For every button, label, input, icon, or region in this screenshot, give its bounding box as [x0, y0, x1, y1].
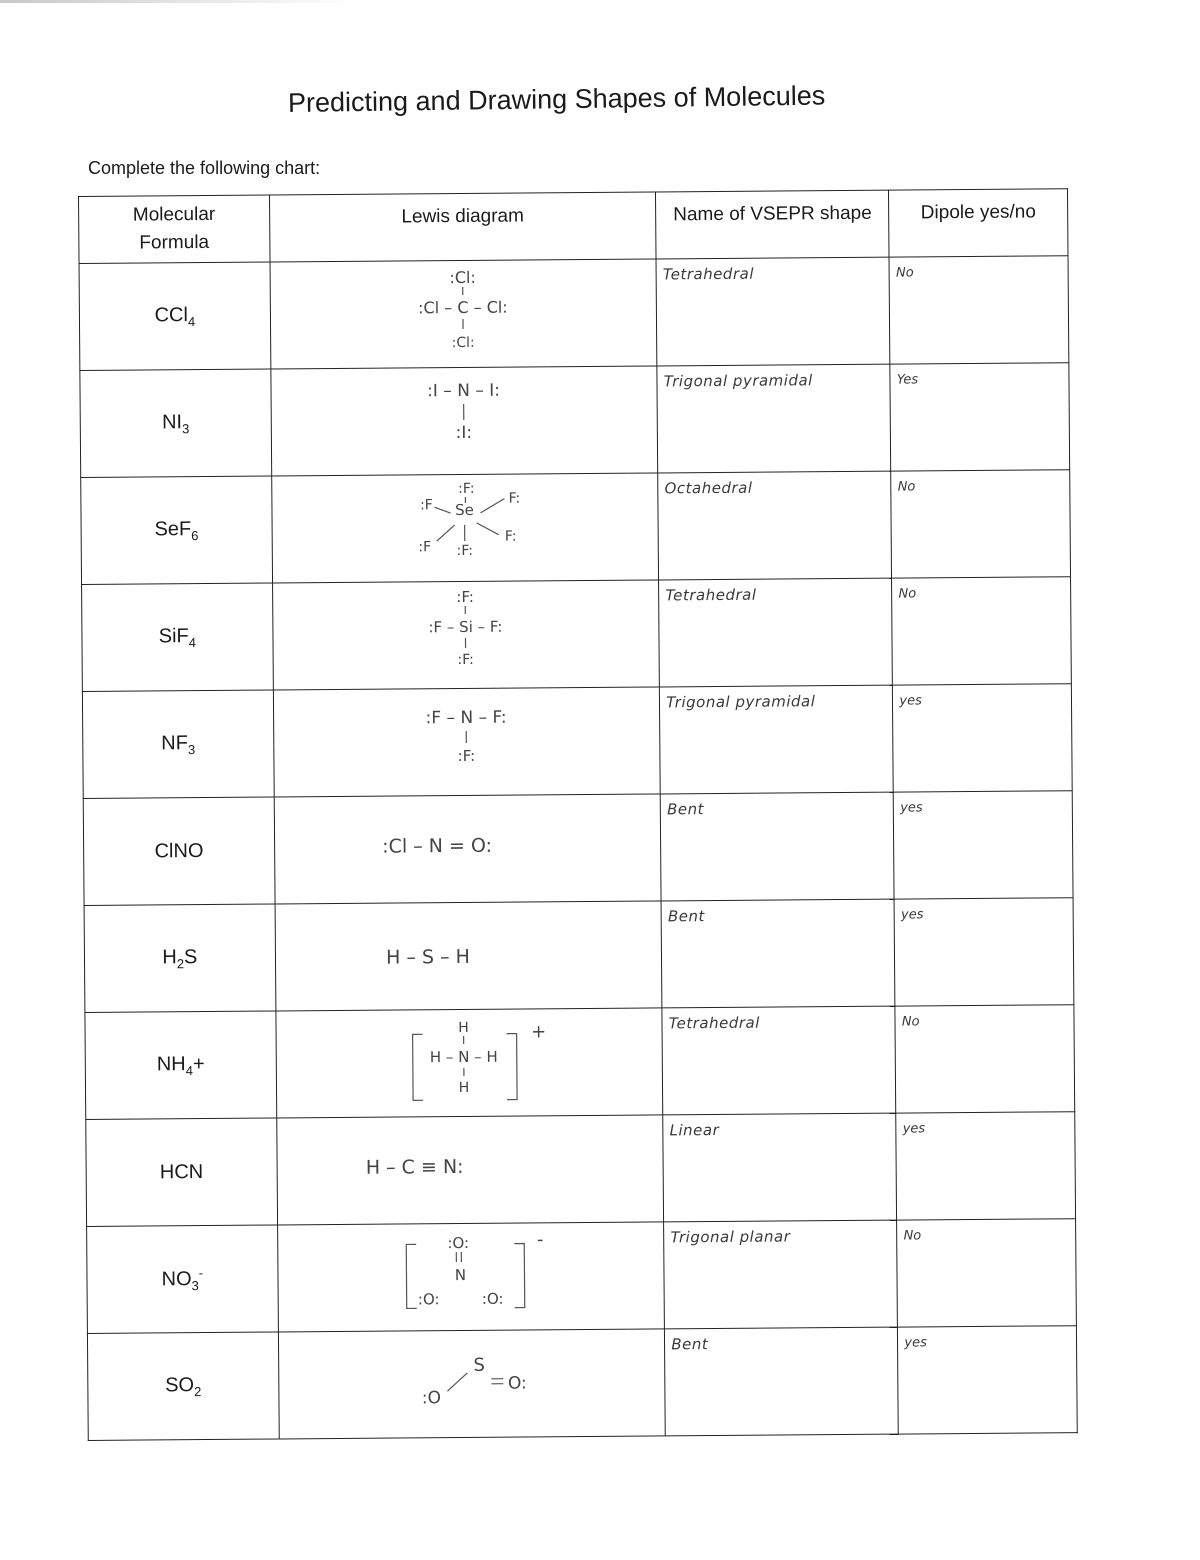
- dipole-cell: [891, 470, 1070, 578]
- lewis-cell: [271, 473, 658, 583]
- lewis-structure-nf3: [316, 688, 617, 790]
- bracket-line: [413, 1034, 424, 1100]
- lewis-symbol: H: [459, 1079, 470, 1097]
- formula-cell: [87, 1332, 279, 1440]
- lewis-symbol: H – S – H: [386, 945, 471, 969]
- lewis-symbol: :O:: [482, 1289, 505, 1308]
- formula-cell: [82, 690, 274, 798]
- lewis-symbol: :F – N – F:: [426, 707, 508, 729]
- header-vsepr-shape: Name of VSEPR shape: [656, 190, 890, 259]
- table-row-h2s: [84, 898, 1074, 1013]
- shape-answer: Trigonal planar: [670, 1227, 791, 1247]
- shape-cell: [660, 792, 894, 901]
- lewis-symbol: :Cl:: [452, 334, 476, 352]
- shape-answer: Tetrahedral: [668, 1013, 760, 1033]
- shape-answer: Trigonal pyramidal: [666, 692, 816, 712]
- lewis-symbol: :Cl:: [449, 267, 477, 288]
- header-lewis-diagram: Lewis diagram: [269, 192, 656, 262]
- formula-text: SiF$_4$: [158, 624, 197, 650]
- table-row-sif4: [82, 577, 1072, 692]
- formula-text: ClNO: [154, 839, 204, 862]
- shape-answer: Trigonal pyramidal: [663, 371, 813, 391]
- shape-answer: Linear: [669, 1120, 720, 1140]
- dipole-answer: yes: [902, 1121, 926, 1137]
- lewis-symbol: :F: [418, 539, 432, 556]
- bracket-line: [407, 1244, 418, 1308]
- header-molecular-formula: Molecular Formula: [79, 195, 270, 263]
- dipole-cell: [896, 1112, 1075, 1220]
- table-row-hcn: [86, 1112, 1076, 1227]
- lewis-symbol: Se: [455, 500, 475, 520]
- lewis-cell: [274, 794, 661, 904]
- lewis-symbol: S: [473, 1354, 486, 1376]
- lewis-cell: [278, 1329, 665, 1439]
- table-row-so2: [87, 1326, 1077, 1441]
- dipole-cell: [890, 363, 1069, 471]
- lewis-structure-nh4: [319, 1009, 620, 1111]
- bond-line: [435, 507, 451, 513]
- lewis-symbol: :F:: [456, 587, 475, 607]
- lewis-symbol: :O:: [447, 1233, 470, 1253]
- lewis-symbol: :Cl – N = O:: [382, 834, 493, 858]
- shape-answer: Tetrahedral: [662, 264, 755, 284]
- table-row-nf3: [82, 684, 1072, 799]
- charge-sign: +: [531, 1021, 547, 1043]
- formula-text: $H_2S$: [162, 945, 198, 971]
- dipole-answer: Yes: [896, 372, 919, 388]
- formula-cell: [80, 369, 272, 477]
- lewis-symbol: :I:: [456, 422, 473, 444]
- formula-cell: [83, 797, 275, 905]
- lewis-cell: [277, 1222, 664, 1332]
- bracket-line: [507, 1034, 518, 1100]
- shape-cell: [665, 1327, 899, 1436]
- dipole-cell: [893, 684, 1072, 792]
- formula-cell: [86, 1118, 278, 1226]
- lewis-symbol: H – C ≡ N:: [366, 1155, 465, 1179]
- lewis-symbol: :F: [420, 497, 434, 514]
- table-row-nh4: [85, 1005, 1075, 1120]
- scan-edge: [0, 0, 360, 3]
- bond-line: [481, 499, 505, 513]
- formula-text: CCl$_4$: [154, 303, 196, 329]
- lewis-structure-ni3: [314, 367, 615, 469]
- instruction-text: Complete the following chart:: [88, 158, 321, 178]
- shape-cell: [657, 364, 891, 473]
- shape-cell: [663, 1113, 897, 1222]
- bond-line: [448, 1373, 468, 1391]
- table-header-row: [79, 189, 1068, 264]
- lewis-symbol: :F:: [458, 746, 476, 766]
- dipole-answer: yes: [900, 907, 924, 923]
- formula-cell: [85, 1011, 277, 1119]
- shape-cell: [664, 1220, 898, 1329]
- shape-cell: [659, 578, 893, 687]
- formula-text: $SO_2$: [165, 1373, 202, 1399]
- table-row-ccl4: [79, 256, 1069, 371]
- shape-answer: Tetrahedral: [665, 585, 757, 605]
- dipole-cell: [898, 1326, 1077, 1434]
- lewis-structure-so2: [321, 1330, 622, 1432]
- lewis-structure-ccl4: [313, 260, 614, 362]
- formula-text: $NI_3$: [161, 410, 190, 436]
- dipole-cell: [895, 1005, 1074, 1113]
- lewis-symbol: :F:: [458, 480, 476, 498]
- dipole-cell: [889, 256, 1068, 364]
- lewis-cell: [272, 580, 659, 690]
- charge-sign: -: [537, 1229, 545, 1251]
- dipole-answer: No: [897, 479, 916, 495]
- table-row-sef6: [81, 470, 1071, 585]
- dipole-cell: [894, 791, 1073, 899]
- dipole-answer: No: [903, 1228, 922, 1244]
- dipole-answer: No: [895, 265, 914, 281]
- formula-cell: [82, 583, 274, 691]
- formula-cell: [79, 262, 271, 370]
- header-dipole: Dipole yes/no: [889, 189, 1068, 257]
- lewis-cell: [275, 901, 662, 1011]
- lewis-symbol: :F:: [457, 651, 475, 669]
- dipole-answer: yes: [900, 800, 923, 816]
- vsepr-chart-table: [78, 188, 1078, 1441]
- dipole-answer: No: [901, 1014, 920, 1030]
- lewis-symbol: F:: [508, 490, 521, 507]
- shape-cell: [656, 257, 890, 366]
- shape-cell: [661, 899, 895, 1008]
- shape-answer: Bent: [667, 800, 705, 819]
- lewis-symbol: :O: [422, 1388, 442, 1409]
- bracket-line: [515, 1244, 526, 1308]
- bond-line: [477, 523, 499, 535]
- shape-answer: Bent: [671, 1335, 709, 1354]
- dipole-cell: [894, 898, 1073, 1006]
- formula-text: $NH_4+$: [156, 1052, 205, 1078]
- formula-text: SeF$_6$: [154, 517, 199, 543]
- table-row-clno: [83, 791, 1073, 906]
- shape-cell: [658, 471, 892, 580]
- lewis-structure-sef6: [315, 474, 616, 576]
- lewis-symbol: H: [458, 1019, 470, 1037]
- lewis-cell: [270, 259, 657, 369]
- dipole-cell: [897, 1219, 1076, 1327]
- lewis-cell: [271, 366, 658, 476]
- chart-sheet: [78, 188, 1078, 1441]
- lewis-cell: [276, 1115, 663, 1225]
- lewis-symbol: :F – Si – F:: [428, 617, 503, 637]
- lewis-symbol: O:: [508, 1373, 528, 1394]
- lewis-structure-hcn: [320, 1116, 621, 1218]
- lewis-symbol: :O:: [418, 1290, 441, 1309]
- formula-cell: [87, 1225, 279, 1333]
- lewis-structure-no3: [321, 1223, 622, 1325]
- shape-answer: Bent: [667, 907, 705, 926]
- formula-text: $NO_3^-$: [161, 1265, 204, 1293]
- dipole-cell: [892, 577, 1071, 685]
- formula-text: $NF_3$: [161, 731, 196, 757]
- formula-text: HCN: [159, 1160, 204, 1183]
- lewis-symbol: :I – N – I:: [427, 380, 501, 402]
- bond-line: [437, 525, 455, 541]
- table-row-no3: [87, 1219, 1077, 1334]
- formula-cell: [84, 904, 276, 1012]
- dipole-answer: No: [898, 586, 917, 602]
- page-title: Predicting and Drawing Shapes of Molecules: [287, 80, 826, 118]
- dipole-answer: yes: [899, 693, 922, 709]
- lewis-structure-clno: [317, 795, 618, 897]
- formula-cell: [81, 476, 273, 584]
- lewis-symbol: H – N – H: [430, 1047, 499, 1067]
- lewis-symbol: F:: [505, 528, 518, 545]
- lewis-structure-h2s: [318, 902, 619, 1004]
- table-row-ni3: [80, 363, 1070, 478]
- lewis-symbol: :Cl – C – Cl:: [418, 297, 509, 318]
- lewis-structure-sif4: [316, 581, 617, 683]
- lewis-cell: [273, 687, 660, 797]
- lewis-symbol: :F:: [457, 542, 474, 560]
- lewis-cell: [276, 1008, 663, 1118]
- lewis-symbol: N: [455, 1265, 467, 1285]
- shape-cell: [662, 1006, 896, 1115]
- shape-answer: Octahedral: [664, 478, 753, 498]
- dipole-answer: yes: [904, 1335, 927, 1351]
- shape-cell: [660, 685, 894, 794]
